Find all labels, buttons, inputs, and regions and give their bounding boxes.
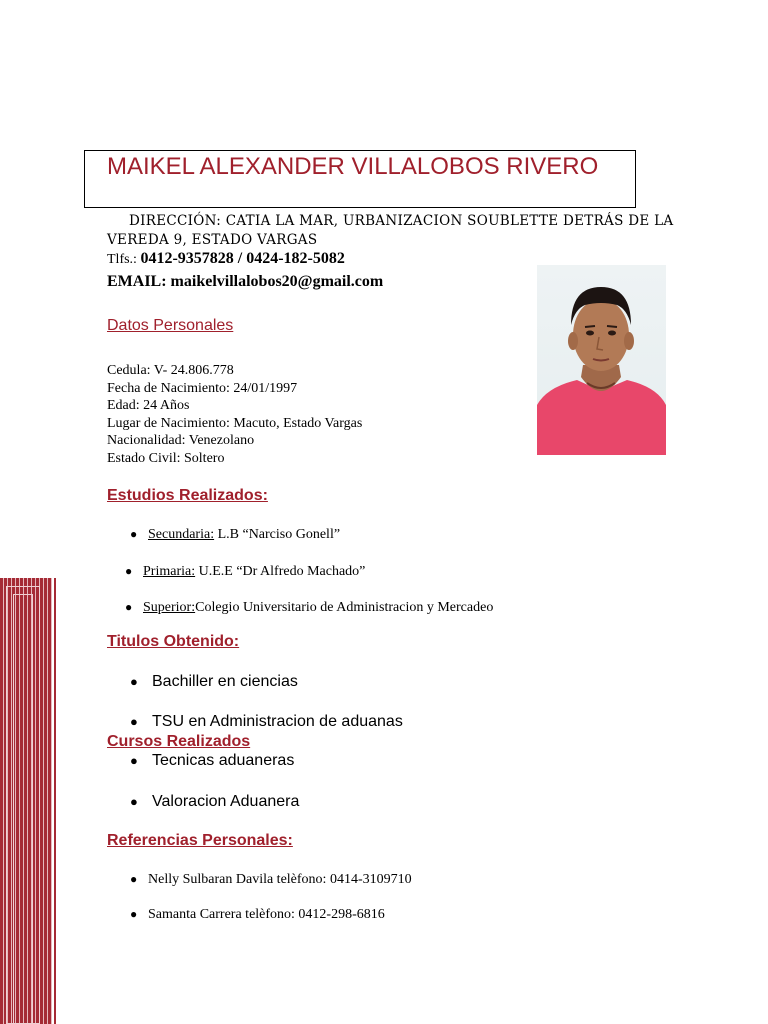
bullet: ●: [130, 527, 138, 541]
title-item: TSU en Administracion de aduanas: [152, 713, 403, 730]
personal-data: [107, 362, 362, 467]
list-item: [130, 752, 294, 770]
list-item: [130, 907, 385, 923]
reference-item: Nelly Sulbaran Davila telèfono: 0414-3109710: [148, 872, 412, 887]
personal-line: Fecha de Nacimiento: 24/01/1997: [107, 380, 298, 396]
courses-heading: Cursos Realizados: [107, 733, 251, 750]
personal-heading: Datos Personales: [107, 317, 234, 334]
study-value: Colegio Universitario de Administracion y Mercadeo: [195, 600, 494, 615]
address: DIRECCIÓN: CATIA LA MAR, URBANIZACION SOUBLETTE DETRÁS DE LA VEREDA 9, ESTADO VARGAS: [107, 213, 674, 248]
title-item: Bachiller en ciencias: [152, 673, 298, 690]
bullet: ●: [130, 714, 138, 729]
studies-heading: Estudios Realizados:: [107, 487, 268, 504]
bullet: ●: [125, 600, 133, 614]
references-heading: Referencias Personales:: [107, 832, 293, 849]
study-label: Secundaria:: [148, 527, 215, 542]
phones: [107, 250, 345, 268]
list-item: [130, 713, 403, 731]
list-item: [130, 527, 340, 543]
sidebar-rule: [54, 578, 56, 1024]
sidebar-frame-inner: [13, 594, 33, 1024]
personal-line: Nacionalidad: Venezolano: [107, 433, 255, 448]
personal-line: Cedula: V- 24.806.778: [107, 363, 234, 378]
profile-photo: [537, 265, 666, 455]
list-item: [130, 872, 412, 888]
list-item: [125, 600, 493, 616]
study-value: U.E.E “Dr Alfredo Machado”: [195, 564, 366, 579]
bullet: ●: [130, 753, 138, 768]
list-item: [125, 564, 365, 580]
phones-value: 0412-9357828 / 0424-182-5082: [140, 250, 345, 267]
bullet: ●: [130, 907, 138, 921]
titles-heading: Titulos Obtenido:: [107, 633, 240, 650]
bullet: ●: [130, 794, 138, 809]
candidate-name: MAIKEL ALEXANDER VILLALOBOS RIVERO: [107, 153, 599, 180]
personal-line: Edad: 24 Años: [107, 398, 190, 413]
list-item: [130, 793, 299, 811]
personal-line: Estado Civil: Soltero: [107, 450, 225, 466]
phones-label: Tlfs.:: [107, 252, 137, 267]
personal-line: Lugar de Nacimiento: Macuto, Estado Vargas: [107, 415, 363, 431]
list-item: [130, 673, 298, 691]
bullet: ●: [125, 564, 133, 578]
bullet: ●: [130, 674, 138, 689]
course-item: Tecnicas aduaneras: [152, 752, 295, 769]
bullet: ●: [130, 872, 138, 886]
email: EMAIL: maikelvillalobos20@gmail.com: [107, 273, 384, 290]
course-item: Valoracion Aduanera: [152, 793, 300, 810]
study-value: L.B “Narciso Gonell”: [214, 527, 341, 542]
study-label: Superior:: [143, 600, 196, 615]
study-label: Primaria:: [143, 564, 196, 579]
reference-item: Samanta Carrera telèfono: 0412-298-6816: [148, 907, 385, 922]
